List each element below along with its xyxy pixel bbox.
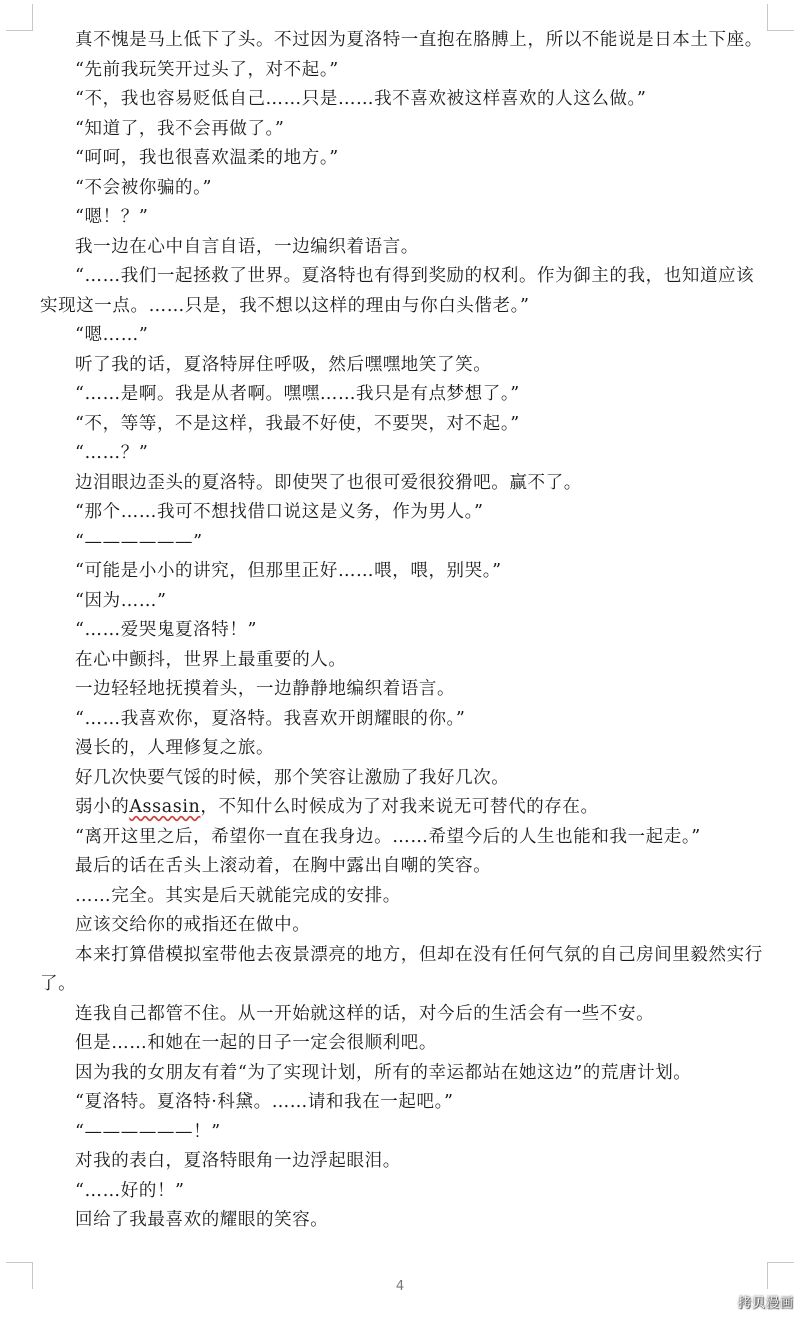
paragraph: “……爱哭鬼夏洛特！”	[75, 620, 257, 640]
paragraph: “呵呵，我也很喜欢温柔的地方。”	[75, 148, 339, 168]
paragraph: “夏洛特。夏洛特·科黛。……请和我在一起吧。”	[75, 1092, 454, 1112]
paragraph: 但是……和她在一起的日子一定会很顺利吧。	[75, 1033, 437, 1053]
document-body	[40, 26, 770, 1236]
paragraph: 好几次快要气馁的时候，那个笑容让激励了我好几次。	[75, 767, 510, 788]
paragraph: “嗯！？”	[75, 207, 149, 227]
spellcheck-word: Assasin	[129, 797, 201, 817]
paragraph: “可能是小小的讲究，但那里正好……喂，喂，别哭。”	[75, 561, 502, 581]
paragraph: “离开这里之后，希望你一直在我身边。……希望今后的人生也能和我一起走。”	[75, 826, 701, 847]
paragraph: 我一边在心中自言自语，一边编织着语言。	[75, 236, 419, 257]
paragraph: “嗯……”	[75, 325, 149, 345]
paragraph: 听了我的话，夏洛特屏住呼吸，然后嘿嘿地笑了笑。	[75, 354, 492, 375]
paragraph: 对我的表白，夏洛特眼角一边浮起眼泪。	[75, 1151, 401, 1171]
paragraph: 在心中颤抖，世界上最重要的人。	[75, 649, 347, 670]
page-number: 4	[395, 1279, 405, 1294]
paragraph: 回给了我最喜欢的耀眼的笑容。	[75, 1210, 329, 1230]
paragraph: “……是啊。我是从者啊。嘿嘿……我只是有点梦想了。”	[75, 384, 520, 404]
page-corner-mark-top-left	[6, 4, 33, 31]
paragraph: “……好的！”	[75, 1180, 185, 1201]
watermark-logo: 拷贝漫画	[737, 1296, 794, 1311]
paragraph: “——————！”	[75, 1121, 221, 1142]
paragraph: 因为我的女朋友有着“为了实现计划，所有的幸运都站在她这边”的荒唐计划。	[75, 1062, 692, 1083]
paragraph: 连我自己都管不住。从一开始就这样的话，对今后的生活会有一些不安。	[75, 1003, 655, 1024]
paragraph: “先前我玩笑开过头了，对不起。”	[75, 59, 339, 80]
paragraph: 本来打算借模拟室带他去夜景漂亮的地方，但却在没有任何气氛的自己房间里毅然实行了。	[40, 944, 763, 994]
paragraph: 真不愧是马上低下了头。不过因为夏洛特一直抱在胳膊上，所以不能说是日本土下座。	[75, 30, 763, 50]
paragraph: 一边轻轻地抚摸着头，一边静静地编织着语言。	[75, 679, 456, 699]
paragraph: “知道了，我不会再做了。”	[75, 118, 285, 139]
paragraph: 应该交给你的戒指还在做中。	[75, 915, 311, 935]
paragraph: “不，等等，不是这样，我最不好使，不要哭，对不起。”	[75, 413, 520, 434]
paragraph: 边泪眼边歪头的夏洛特。即使哭了也很可爱很狡猾吧。赢不了。	[75, 472, 582, 493]
paragraph: “不会被你骗的。”	[75, 177, 213, 198]
paragraph: “……我喜欢你，夏洛特。我喜欢开朗耀眼的你。”	[75, 708, 466, 729]
paragraph: “不，我也容易贬低自己……只是……我不喜欢被这样喜欢的人这么做。”	[75, 89, 647, 109]
paragraph: 最后的话在舌头上滚动着，在胸中露出自嘲的笑容。	[75, 856, 492, 876]
paragraph: “……我们一起拯救了世界。夏洛特也有得到奖励的权利。作为御主的我，也知道应该实现这一点。……只是，我不想以这样的理由与你白头偕老。”	[40, 266, 755, 316]
paragraph: “因为……”	[75, 590, 167, 611]
paragraph: “……？”	[75, 443, 149, 463]
paragraph: 漫长的，人理修复之旅。	[75, 738, 275, 758]
paragraph-with-spellcheck: 弱小的Assasin，不知什么时候成为了对我来说无可替代的存在。	[75, 797, 599, 817]
paragraph: “那个……我可不想找借口说这是义务，作为男人。”	[75, 502, 484, 522]
paragraph: “——————”	[75, 531, 203, 552]
page-corner-mark-top-right	[767, 4, 794, 31]
paragraph: ……完全。其实是后天就能完成的安排。	[75, 885, 401, 906]
